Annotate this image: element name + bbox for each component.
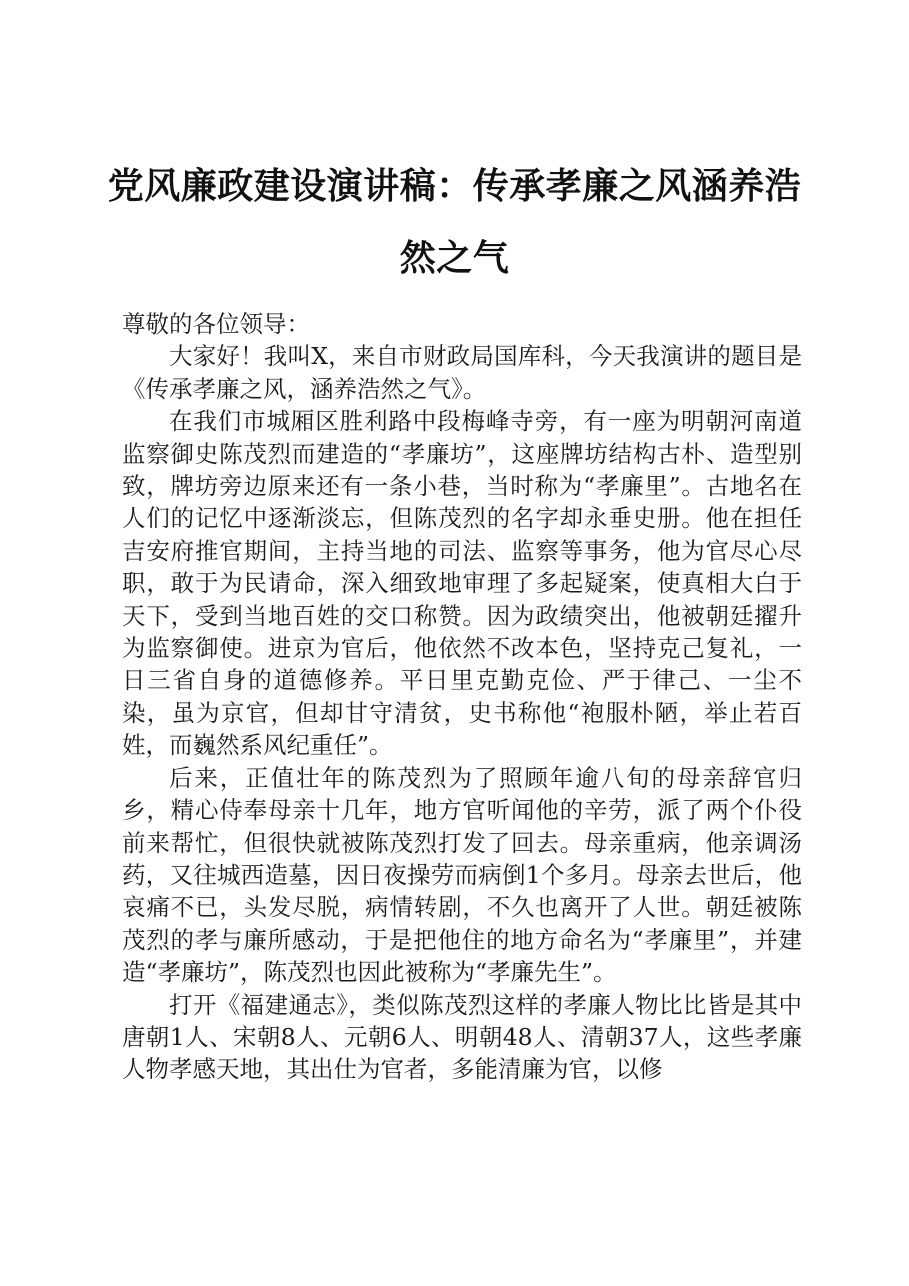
paragraph-story: 在我们市城厢区胜利路中段梅峰寺旁，有一座为明朝河南道监察御史陈茂烈而建造的“孝廉坊”，这座牌坊结构古朴、造型别致，牌坊旁边原来还有一条小巷，当时称为“孝廉里”。古地名在人们的记忆中逐渐淡忘，但陈茂烈的名字却永垂史册。他在担任吉安府推官期间，主持当地的司法、监察等事务，他为官尽心尽职，敢于为民请命，深入细致地审理了多起疑案，使真相大白于天下，受到当地百姓的交口称赞。因为政绩突出，他被朝廷擢升为监察御使。进京为官后，他依然不改本色，坚持克己复礼，一日三省自身的道德修养。平日里克勤克俭、严于律己、一尘不染，虽为京官，但却甘守清贫，史书称他“袍服朴陋，举止若百姓，而巍然系风纪重任”。: [122, 407, 802, 760]
document-body: [122, 308, 802, 1086]
paragraph-filial: 后来，正值壮年的陈茂烈为了照顾年逾八旬的母亲辞官归乡，精心侍奉母亲十几年，地方官听闻他的辛劳，派了两个仆役前来帮忙，但很快就被陈茂烈打发了回去。母亲重病，他亲调汤药，又往城西造墓，因日夜操劳而病倒1个多月。母亲去世后，他哀痛不已，头发尽脱，病情转剧，不久也离开了人世。朝廷被陈茂烈的孝与廉所感动，于是把他住的地方命名为“孝廉里”，并建造“孝廉坊”，陈茂烈也因此被称为“孝廉先生”。: [122, 763, 802, 987]
paragraph-records: 打开《福建通志》，类似陈茂烈这样的孝廉人物比比皆是其中唐朝1人、宋朝8人、元朝6人、明朝48人、清朝37人，这些孝廉人物孝感天地，其出仕为官者，多能清廉为官，以修: [122, 990, 802, 1084]
salutation: 尊敬的各位领导：: [122, 310, 310, 338]
document-title: 党风廉政建设演讲稿：传承孝廉之风涵养浩然之气: [107, 165, 802, 279]
paragraph-intro: 大家好！我叫X，来自市财政局国库科，今天我演讲的题目是《传承孝廉之风，涵养浩然之气》。: [122, 342, 802, 403]
